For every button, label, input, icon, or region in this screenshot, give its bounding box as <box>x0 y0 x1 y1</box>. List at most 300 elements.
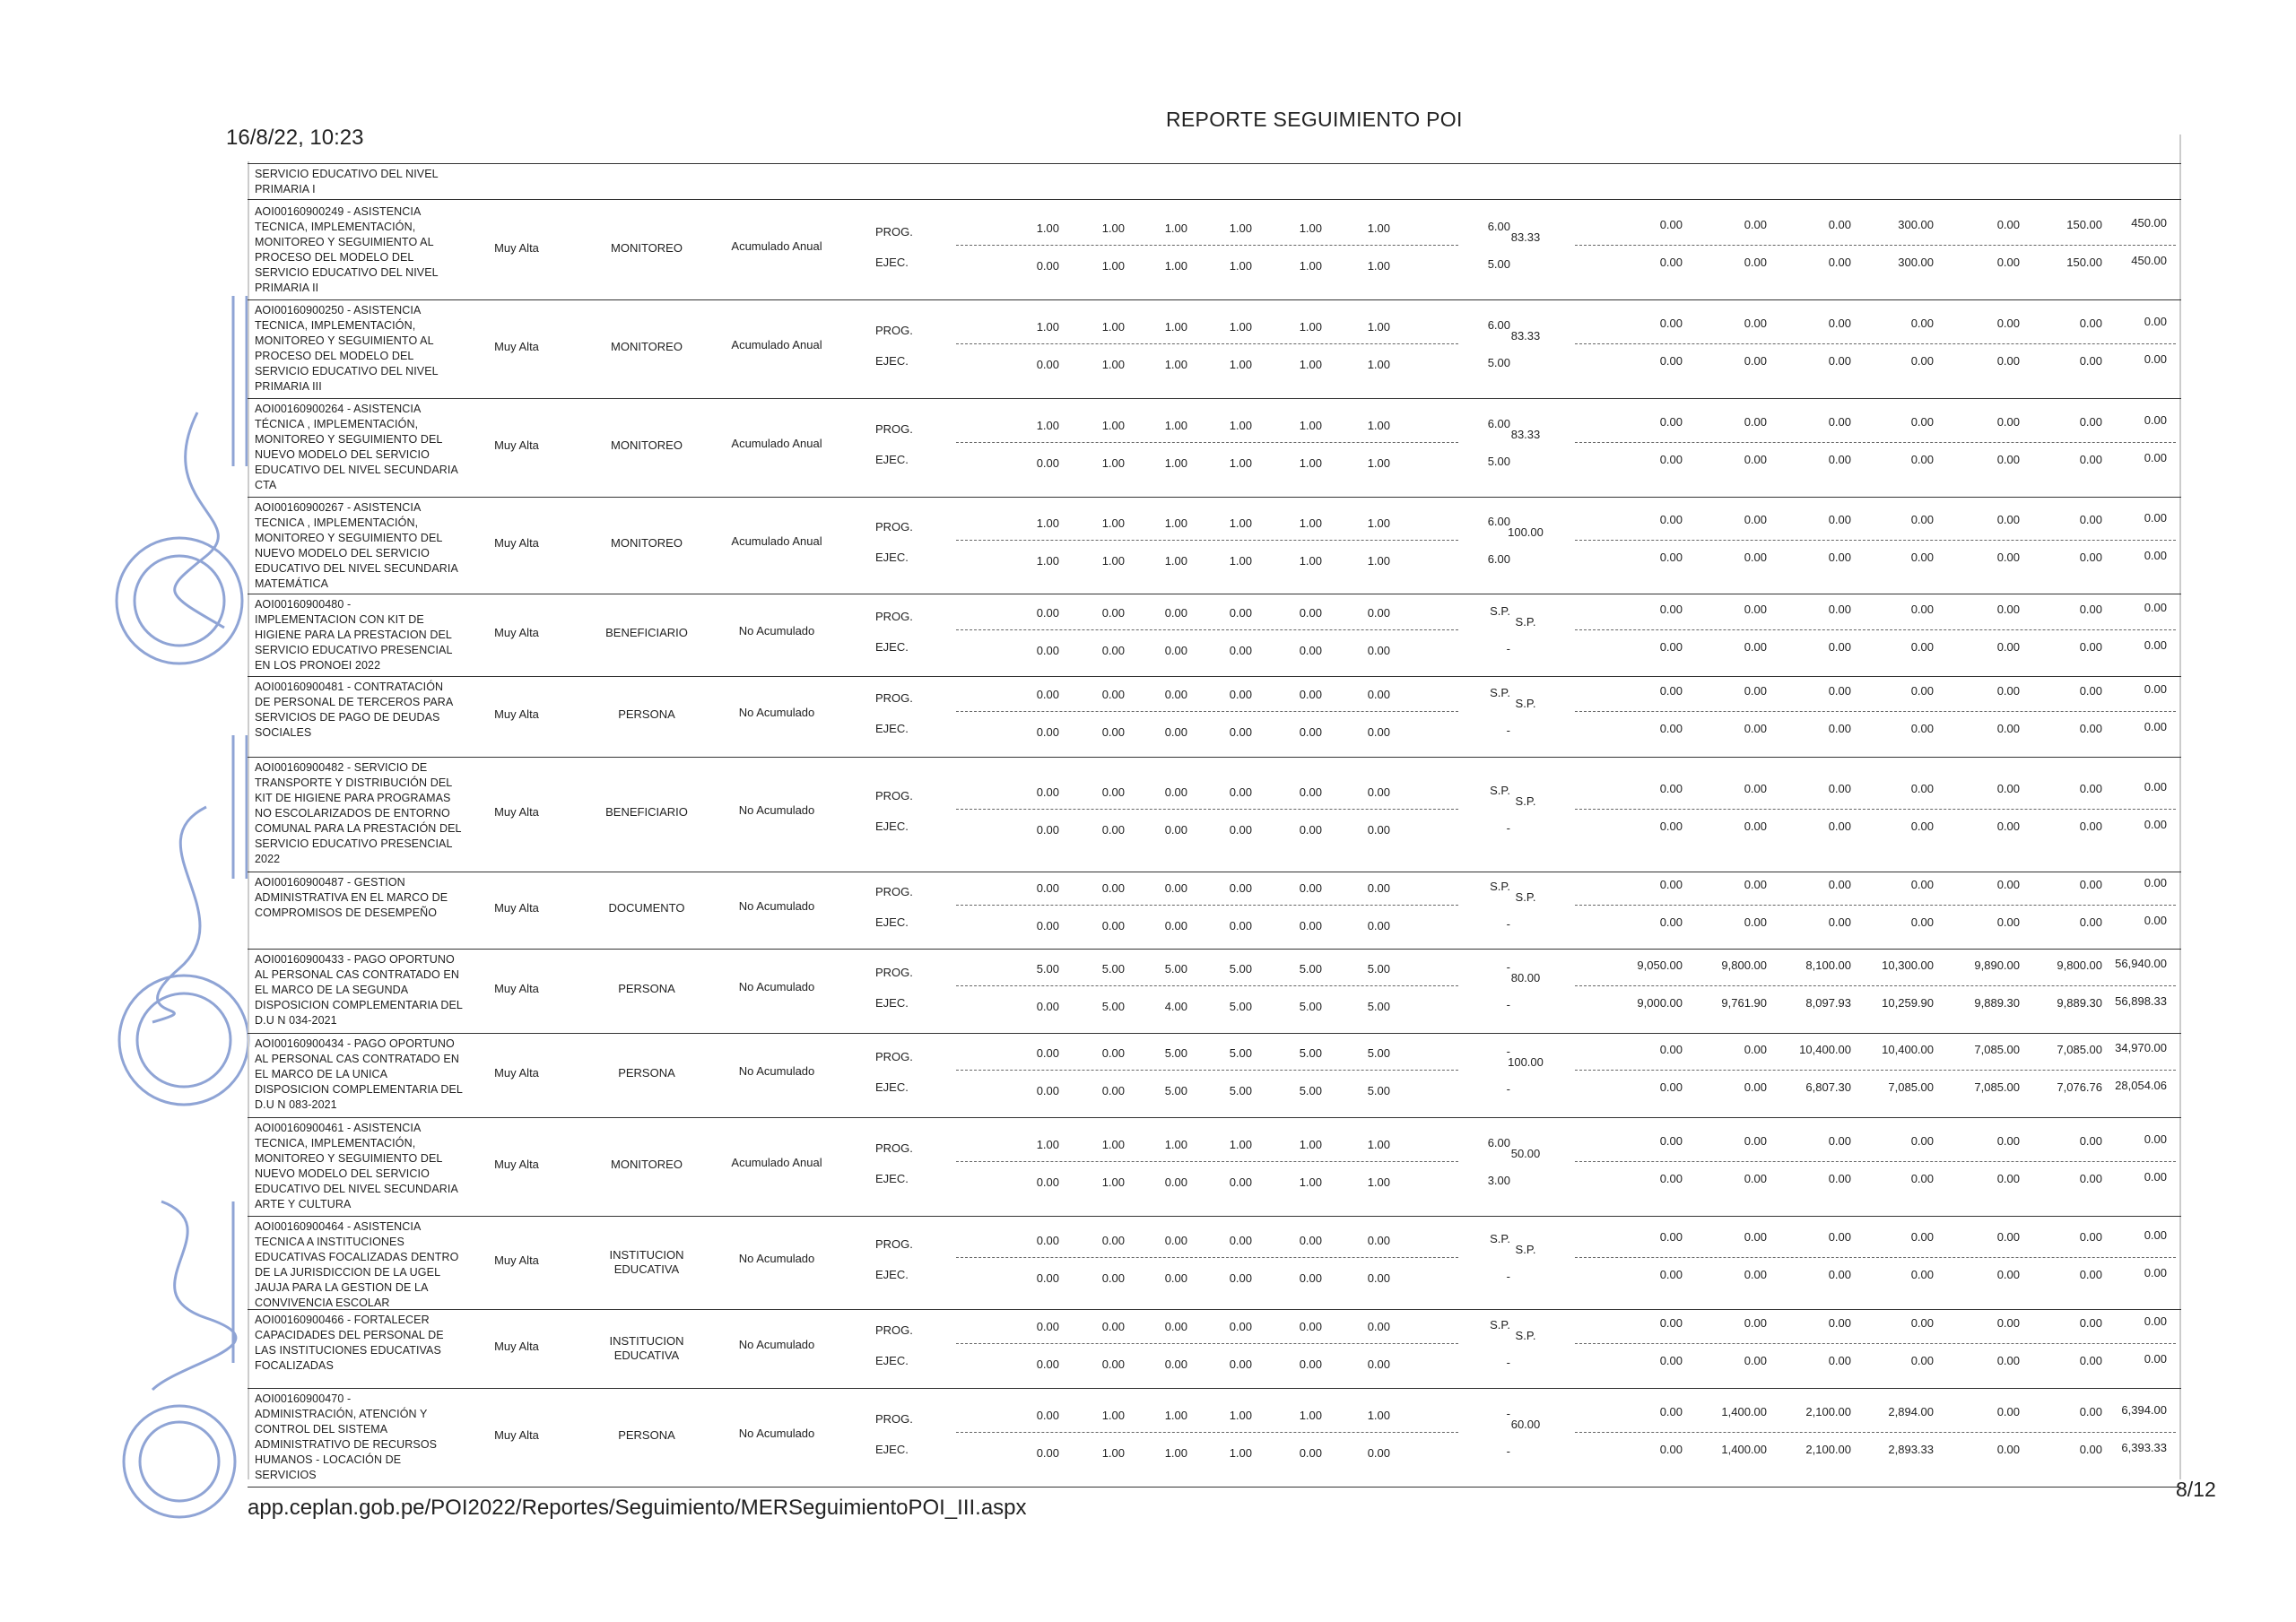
financial-prog-value: 1,400.00 <box>1721 1405 1767 1418</box>
accumulation-type-cell: Acumulado Anual <box>731 437 822 450</box>
prog-month-value: 1.00 <box>1229 1138 1252 1151</box>
prog-month-value: 0.00 <box>1367 688 1390 701</box>
financial-ejec-value: 0.00 <box>1659 551 1683 564</box>
ejec-month-value: 0.00 <box>1229 1271 1252 1285</box>
prog-ejec-divider <box>956 629 1458 630</box>
financial-ejec-value: 0.00 <box>1659 1080 1683 1094</box>
financial-ejec-value: 0.00 <box>1659 453 1683 466</box>
prog-month-value: 1.00 <box>1036 516 1059 530</box>
financial-ejec-value: 0.00 <box>1996 453 2020 466</box>
prog-month-value: 0.00 <box>1299 688 1322 701</box>
ejec-month-value: 0.00 <box>1164 919 1187 932</box>
financial-ejec-value: 7,076.76 <box>2057 1080 2102 1094</box>
financial-prog-value: 0.00 <box>1996 1230 2020 1244</box>
prog-month-value: 0.00 <box>1299 785 1322 799</box>
financial-ejec-value: 0.00 <box>1659 354 1683 368</box>
financial-prog-total: 0.00 <box>2144 315 2167 328</box>
prog-ejec-divider <box>1575 245 2176 246</box>
percent-execution: S.P. <box>1515 697 1536 710</box>
prog-month-value: 1.00 <box>1299 1409 1322 1422</box>
activity-description-line: MATEMÁTICA <box>255 577 329 590</box>
activity-description-line: AOI00160900487 - GESTION <box>255 876 405 889</box>
prog-month-value: 0.00 <box>1036 688 1059 701</box>
financial-prog-value: 150.00 <box>2066 218 2102 231</box>
ejec-month-value: 1.00 <box>1367 1175 1390 1189</box>
ejec-month-value: 0.00 <box>1164 644 1187 657</box>
ejec-label: EJEC. <box>875 453 909 466</box>
prog-month-value: 5.00 <box>1299 962 1322 976</box>
prog-month-value: 1.00 <box>1229 320 1252 334</box>
financial-prog-total: 34,970.00 <box>2115 1041 2167 1054</box>
financial-ejec-value: 0.00 <box>1910 1172 1934 1185</box>
prog-ejec-divider <box>1575 1432 2176 1433</box>
activity-description-line: EDUCATIVO DEL NIVEL SECUNDARIA <box>255 562 458 575</box>
activity-description-line: HUMANOS - LOCACIÓN DE <box>255 1453 402 1466</box>
financial-ejec-total: 0.00 <box>2144 914 2167 927</box>
percent-execution: 100.00 <box>1508 1055 1544 1069</box>
activity-description-line: SERVICIO EDUCATIVO PRESENCIAL <box>255 837 453 850</box>
activity-description-line: LAS INSTITUCIONES EDUCATIVAS <box>255 1344 441 1357</box>
prog-month-value: 0.00 <box>1036 1234 1059 1247</box>
financial-ejec-value: 0.00 <box>1744 1172 1767 1185</box>
financial-prog-value: 0.00 <box>2079 1316 2102 1330</box>
financial-ejec-value: 0.00 <box>1910 1268 1934 1281</box>
financial-prog-value: 0.00 <box>1910 684 1934 698</box>
financial-ejec-value: 0.00 <box>1996 256 2020 269</box>
ejec-label: EJEC. <box>875 1354 909 1367</box>
financial-ejec-value: 0.00 <box>1744 640 1767 654</box>
row-separator <box>248 1388 2181 1389</box>
prog-ejec-divider <box>1575 540 2176 541</box>
ejec-month-value: 0.00 <box>1229 725 1252 739</box>
financial-prog-value: 0.00 <box>1744 415 1767 429</box>
ejec-total-value: 5.00 <box>1487 455 1510 468</box>
financial-prog-value: 0.00 <box>1996 218 2020 231</box>
financial-prog-total: 0.00 <box>2144 1228 2167 1242</box>
financial-ejec-value: 0.00 <box>2079 551 2102 564</box>
ejec-month-value: 0.00 <box>1101 1084 1125 1097</box>
prog-month-value: 1.00 <box>1367 221 1390 235</box>
prog-month-value: 1.00 <box>1229 419 1252 432</box>
financial-prog-value: 0.00 <box>1659 1405 1683 1418</box>
activity-description-line: TÉCNICA , IMPLEMENTACIÓN, <box>255 418 419 430</box>
accumulation-type-cell: Acumulado Anual <box>731 534 822 548</box>
prog-month-value: 0.00 <box>1036 1409 1059 1422</box>
prog-month-value: 0.00 <box>1367 1320 1390 1333</box>
ejec-month-value: 0.00 <box>1229 644 1252 657</box>
ejec-month-value: 0.00 <box>1299 919 1322 932</box>
activity-description-line: AOI00160900434 - PAGO OPORTUNO <box>255 1037 455 1050</box>
ejec-month-value: 0.00 <box>1367 725 1390 739</box>
prog-label: PROG. <box>875 225 913 239</box>
prog-month-value: 1.00 <box>1367 1138 1390 1151</box>
prog-month-value: 0.00 <box>1101 1046 1125 1060</box>
financial-prog-value: 9,800.00 <box>2057 958 2102 972</box>
prog-month-value: 1.00 <box>1101 419 1125 432</box>
financial-prog-value: 0.00 <box>1659 1134 1683 1148</box>
financial-prog-total: 0.00 <box>2144 511 2167 525</box>
financial-ejec-total: 0.00 <box>2144 1170 2167 1184</box>
ejec-total-value: 5.00 <box>1487 257 1510 271</box>
priority-cell: Muy Alta <box>494 241 539 255</box>
ejec-month-value: 1.00 <box>1299 358 1322 371</box>
ejec-label: EJEC. <box>875 722 909 735</box>
prog-month-value: 1.00 <box>1229 221 1252 235</box>
prog-month-value: 0.00 <box>1101 688 1125 701</box>
ejec-label: EJEC. <box>875 354 909 368</box>
activity-description-line: MONITOREO Y SEGUIMIENTO DEL <box>255 433 443 446</box>
accumulation-type-cell: Acumulado Anual <box>731 338 822 351</box>
prog-label: PROG. <box>875 610 913 623</box>
ejec-month-value: 0.00 <box>1036 259 1059 273</box>
prog-month-value: 1.00 <box>1229 516 1252 530</box>
financial-prog-value: 0.00 <box>1744 218 1767 231</box>
activity-description-line: HIGIENE PARA LA PRESTACION DEL <box>255 629 452 641</box>
prog-month-value: 1.00 <box>1299 516 1322 530</box>
prog-month-value: 1.00 <box>1101 516 1125 530</box>
prog-month-value: 1.00 <box>1164 419 1187 432</box>
activity-description-line: MONITOREO Y SEGUIMIENTO AL <box>255 236 434 248</box>
financial-ejec-total: 6,393.33 <box>2121 1441 2167 1454</box>
ejec-month-value: 1.00 <box>1164 358 1187 371</box>
ejec-month-value: 1.00 <box>1367 456 1390 470</box>
ejec-month-value: 0.00 <box>1101 644 1125 657</box>
percent-execution: S.P. <box>1515 1329 1536 1342</box>
financial-ejec-value: 7,085.00 <box>1888 1080 1934 1094</box>
prog-month-value: 5.00 <box>1229 1046 1252 1060</box>
financial-prog-value: 0.00 <box>1996 1316 2020 1330</box>
ejec-month-value: 1.00 <box>1229 259 1252 273</box>
financial-ejec-value: 0.00 <box>1996 722 2020 735</box>
financial-ejec-value: 300.00 <box>1898 256 1934 269</box>
activity-description-line: PRIMARIA III <box>255 380 322 393</box>
financial-ejec-value: 0.00 <box>1744 256 1767 269</box>
ejec-month-value: 1.00 <box>1101 456 1125 470</box>
ejec-month-value: 0.00 <box>1164 1175 1187 1189</box>
financial-ejec-value: 0.00 <box>2079 453 2102 466</box>
page-number: 8/12 <box>2176 1478 2216 1501</box>
activity-description-line: FOCALIZADAS <box>255 1359 334 1372</box>
financial-prog-value: 0.00 <box>1996 513 2020 526</box>
prog-ejec-divider <box>1575 442 2176 443</box>
ejec-total-value: - <box>1506 917 1510 931</box>
prog-month-value: 5.00 <box>1299 1046 1322 1060</box>
financial-ejec-value: 0.00 <box>1744 722 1767 735</box>
financial-ejec-value: 0.00 <box>2079 820 2102 833</box>
activity-description-line: CTA <box>255 479 277 491</box>
financial-ejec-total: 0.00 <box>2144 720 2167 733</box>
activity-description-line: AOI00160900482 - SERVICIO DE <box>255 761 428 774</box>
prog-month-value: 1.00 <box>1164 221 1187 235</box>
financial-ejec-value: 0.00 <box>1910 722 1934 735</box>
prog-month-value: 5.00 <box>1367 1046 1390 1060</box>
financial-ejec-value: 0.00 <box>1910 915 1934 929</box>
financial-prog-value: 0.00 <box>1659 1230 1683 1244</box>
financial-ejec-total: 0.00 <box>2144 1266 2167 1279</box>
measure-unit-cell: PERSONA <box>618 982 675 995</box>
financial-ejec-value: 1,400.00 <box>1721 1443 1767 1456</box>
ejec-month-value: 1.00 <box>1164 554 1187 568</box>
ejec-month-value: 0.00 <box>1367 1357 1390 1371</box>
activity-description-line: PROCESO DEL MODELO DEL <box>255 350 414 362</box>
row-separator <box>248 497 2181 498</box>
prog-month-value: 1.00 <box>1229 1409 1252 1422</box>
priority-cell: Muy Alta <box>494 982 539 995</box>
accumulation-type-cell: No Acumulado <box>738 803 815 817</box>
ejec-month-value: 0.00 <box>1229 1357 1252 1371</box>
measure-unit-cell: BENEFICIARIO <box>605 805 688 819</box>
prog-label: PROG. <box>875 789 913 802</box>
ejec-month-value: 1.00 <box>1229 358 1252 371</box>
financial-prog-value: 0.00 <box>1659 603 1683 616</box>
ejec-total-value: - <box>1506 998 1510 1011</box>
table-right-border <box>2179 134 2181 1479</box>
financial-prog-value: 10,400.00 <box>1882 1043 1934 1056</box>
row-separator <box>248 949 2181 950</box>
financial-prog-value: 0.00 <box>1744 1316 1767 1330</box>
percent-execution: S.P. <box>1515 890 1536 904</box>
prog-month-value: 1.00 <box>1164 320 1187 334</box>
financial-ejec-value: 0.00 <box>2079 1172 2102 1185</box>
percent-execution: S.P. <box>1515 794 1536 808</box>
prog-month-value: 0.00 <box>1229 1320 1252 1333</box>
ejec-month-value: 0.00 <box>1036 1271 1059 1285</box>
ejec-total-value: - <box>1506 724 1510 737</box>
ejec-month-value: 0.00 <box>1036 823 1059 837</box>
financial-prog-value: 7,085.00 <box>2057 1043 2102 1056</box>
prog-ejec-divider <box>1575 343 2176 344</box>
financial-prog-value: 0.00 <box>1659 1316 1683 1330</box>
prog-month-value: 1.00 <box>1367 516 1390 530</box>
row-separator <box>248 398 2181 399</box>
prog-month-value: 0.00 <box>1164 606 1187 620</box>
prog-month-value: 0.00 <box>1036 785 1059 799</box>
financial-prog-value: 0.00 <box>1744 1134 1767 1148</box>
ejec-month-value: 1.00 <box>1164 259 1187 273</box>
priority-cell: Muy Alta <box>494 626 539 639</box>
financial-ejec-total: 0.00 <box>2144 549 2167 562</box>
financial-prog-value: 0.00 <box>1659 317 1683 330</box>
ejec-month-value: 0.00 <box>1299 1357 1322 1371</box>
activity-description-line: TECNICA, IMPLEMENTACIÓN, <box>255 319 416 332</box>
activity-description-line: AOI00160900461 - ASISTENCIA <box>255 1122 422 1134</box>
ejec-month-value: 0.00 <box>1036 725 1059 739</box>
financial-prog-value: 0.00 <box>2079 878 2102 891</box>
ejec-month-value: 0.00 <box>1164 823 1187 837</box>
ejec-total-value: - <box>1506 1356 1510 1369</box>
measure-unit-cell: INSTITUCION EDUCATIVA <box>609 1334 684 1362</box>
prog-month-value: 0.00 <box>1101 881 1125 895</box>
prog-label: PROG. <box>875 691 913 705</box>
percent-execution: S.P. <box>1515 615 1536 629</box>
ejec-month-value: 5.00 <box>1164 1084 1187 1097</box>
ejec-month-value: 0.00 <box>1036 1175 1059 1189</box>
activity-description-line: NUEVO MODELO DEL SERVICIO <box>255 1167 430 1180</box>
activity-description-line: IMPLEMENTACION CON KIT DE <box>255 613 424 626</box>
financial-prog-value: 0.00 <box>1828 603 1851 616</box>
ejec-month-value: 0.00 <box>1367 644 1390 657</box>
financial-ejec-value: 9,889.30 <box>2057 996 2102 1010</box>
financial-ejec-total: 0.00 <box>2144 818 2167 831</box>
financial-ejec-value: 0.00 <box>1659 915 1683 929</box>
financial-prog-value: 0.00 <box>2079 1230 2102 1244</box>
accumulation-type-cell: No Acumulado <box>738 980 815 993</box>
financial-prog-value: 0.00 <box>1659 782 1683 795</box>
activity-description-line: TECNICA A INSTITUCIONES <box>255 1236 404 1248</box>
activity-description-line: DISPOSICION COMPLEMENTARIA DEL <box>255 999 463 1011</box>
prog-month-value: 0.00 <box>1101 1234 1125 1247</box>
financial-ejec-total: 56,898.33 <box>2115 994 2167 1008</box>
financial-prog-value: 0.00 <box>1828 878 1851 891</box>
activity-description-line: ARTE Y CULTURA <box>255 1198 352 1210</box>
financial-prog-value: 0.00 <box>1910 513 1934 526</box>
financial-ejec-value: 9,889.30 <box>1974 996 2020 1010</box>
financial-ejec-total: 0.00 <box>2144 352 2167 366</box>
prog-month-value: 0.00 <box>1229 688 1252 701</box>
financial-ejec-value: 0.00 <box>1828 820 1851 833</box>
prog-label: PROG. <box>875 1237 913 1251</box>
financial-prog-value: 0.00 <box>1659 684 1683 698</box>
table-left-border <box>248 161 249 1479</box>
ejec-total-value: - <box>1506 1082 1510 1096</box>
activity-description-line: ADMINISTRATIVO DE RECURSOS <box>255 1438 438 1451</box>
ejec-month-value: 1.00 <box>1101 554 1125 568</box>
prog-month-value: 5.00 <box>1229 962 1252 976</box>
financial-prog-value: 0.00 <box>1659 513 1683 526</box>
continued-description-line: PRIMARIA I <box>255 183 316 195</box>
ejec-month-value: 0.00 <box>1164 725 1187 739</box>
accumulation-type-cell: No Acumulado <box>738 1338 815 1351</box>
financial-prog-value: 0.00 <box>2079 603 2102 616</box>
prog-total-value: S.P. <box>1490 880 1510 893</box>
accumulation-type-cell: Acumulado Anual <box>731 1156 822 1169</box>
ejec-month-value: 0.00 <box>1299 644 1322 657</box>
financial-ejec-value: 0.00 <box>1828 722 1851 735</box>
financial-prog-value: 0.00 <box>1659 1043 1683 1056</box>
measure-unit-cell: BENEFICIARIO <box>605 626 688 639</box>
prog-month-value: 0.00 <box>1036 881 1059 895</box>
activity-description-line: SERVICIOS <box>255 1469 317 1481</box>
financial-prog-total: 0.00 <box>2144 601 2167 614</box>
ejec-month-value: 0.00 <box>1299 823 1322 837</box>
prog-ejec-divider <box>956 343 1458 344</box>
prog-label: PROG. <box>875 1141 913 1155</box>
ejec-month-value: 1.00 <box>1367 259 1390 273</box>
prog-month-value: 0.00 <box>1367 1234 1390 1247</box>
financial-ejec-value: 0.00 <box>1910 354 1934 368</box>
prog-total-value: 6.00 <box>1487 318 1510 332</box>
activity-description-line: EDUCATIVO DEL NIVEL SECUNDARIA <box>255 1183 458 1195</box>
ejec-month-value: 1.00 <box>1229 554 1252 568</box>
prog-month-value: 0.00 <box>1299 1320 1322 1333</box>
financial-prog-value: 0.00 <box>1910 415 1934 429</box>
priority-cell: Muy Alta <box>494 340 539 353</box>
financial-prog-value: 0.00 <box>1910 1230 1934 1244</box>
prog-month-value: 0.00 <box>1229 1234 1252 1247</box>
ejec-month-value: 0.00 <box>1229 1175 1252 1189</box>
ejec-month-value: 0.00 <box>1101 1357 1125 1371</box>
financial-prog-value: 0.00 <box>1996 684 2020 698</box>
activity-description-line: TECNICA , IMPLEMENTACIÓN, <box>255 516 419 529</box>
financial-ejec-value: 0.00 <box>1828 640 1851 654</box>
activity-description-line: D.U N 034-2021 <box>255 1014 337 1027</box>
financial-ejec-value: 0.00 <box>1659 256 1683 269</box>
priority-cell: Muy Alta <box>494 1340 539 1353</box>
financial-ejec-value: 0.00 <box>1910 820 1934 833</box>
financial-ejec-value: 0.00 <box>1910 640 1934 654</box>
financial-ejec-value: 0.00 <box>1996 1268 2020 1281</box>
prog-month-value: 1.00 <box>1299 221 1322 235</box>
activity-description-line: AOI00160900464 - ASISTENCIA <box>255 1220 422 1233</box>
ejec-month-value: 0.00 <box>1101 1271 1125 1285</box>
activity-description-line: EDUCATIVO DEL NIVEL SECUNDARIA <box>255 464 458 476</box>
ejec-month-value: 1.00 <box>1299 456 1322 470</box>
ejec-month-value: 1.00 <box>1164 1446 1187 1460</box>
ejec-total-value: - <box>1506 1270 1510 1283</box>
financial-ejec-value: 8,097.93 <box>1805 996 1851 1010</box>
activity-description-line: EL MARCO DE LA UNICA <box>255 1068 388 1080</box>
prog-month-value: 1.00 <box>1101 1409 1125 1422</box>
ejec-month-value: 1.00 <box>1164 456 1187 470</box>
financial-ejec-value: 0.00 <box>1828 1268 1851 1281</box>
percent-execution: S.P. <box>1515 1243 1536 1256</box>
ejec-label: EJEC. <box>875 1172 909 1185</box>
ejec-month-value: 1.00 <box>1101 1446 1125 1460</box>
ejec-month-value: 0.00 <box>1036 919 1059 932</box>
financial-prog-value: 9,890.00 <box>1974 958 2020 972</box>
ejec-month-value: 5.00 <box>1229 1000 1252 1013</box>
financial-prog-value: 0.00 <box>1828 1230 1851 1244</box>
activity-description-line: CAPACIDADES DEL PERSONAL DE <box>255 1329 444 1341</box>
activity-description-line: JAUJA PARA LA GESTION DE LA <box>255 1281 429 1294</box>
measure-unit-cell: PERSONA <box>618 1066 675 1080</box>
financial-prog-value: 8,100.00 <box>1805 958 1851 972</box>
prog-ejec-divider <box>956 905 1458 906</box>
prog-month-value: 5.00 <box>1036 962 1059 976</box>
ejec-label: EJEC. <box>875 1268 909 1281</box>
financial-prog-value: 0.00 <box>1828 782 1851 795</box>
activity-description-line: SOCIALES <box>255 726 312 739</box>
financial-ejec-total: 0.00 <box>2144 1352 2167 1366</box>
activity-description-line: AOI00160900481 - CONTRATACIÓN <box>255 681 444 693</box>
activity-description-line: TECNICA, IMPLEMENTACIÓN, <box>255 221 416 233</box>
prog-month-value: 0.00 <box>1036 1320 1059 1333</box>
financial-ejec-value: 0.00 <box>1744 453 1767 466</box>
priority-cell: Muy Alta <box>494 1253 539 1267</box>
prog-total-value: - <box>1506 1407 1510 1420</box>
financial-ejec-value: 0.00 <box>1744 1080 1767 1094</box>
prog-ejec-divider <box>956 442 1458 443</box>
prog-month-value: 1.00 <box>1299 320 1322 334</box>
financial-ejec-value: 0.00 <box>1659 820 1683 833</box>
financial-ejec-value: 0.00 <box>2079 722 2102 735</box>
financial-ejec-total: 0.00 <box>2144 638 2167 652</box>
activity-description-line: DE PERSONAL DE TERCEROS PARA <box>255 696 454 708</box>
financial-prog-value: 0.00 <box>1828 317 1851 330</box>
prog-total-value: S.P. <box>1490 1232 1510 1245</box>
financial-prog-value: 0.00 <box>1828 684 1851 698</box>
ejec-month-value: 5.00 <box>1367 1084 1390 1097</box>
activity-description-line: AOI00160900470 - <box>255 1392 352 1405</box>
ejec-month-value: 0.00 <box>1101 823 1125 837</box>
ejec-month-value: 5.00 <box>1299 1000 1322 1013</box>
ejec-month-value: 4.00 <box>1164 1000 1187 1013</box>
financial-prog-value: 0.00 <box>1828 1316 1851 1330</box>
ejec-month-value: 0.00 <box>1299 1271 1322 1285</box>
prog-month-value: 0.00 <box>1367 785 1390 799</box>
activity-description-line: DE LA JURISDICCION DE LA UGEL <box>255 1266 441 1279</box>
prog-month-value: 0.00 <box>1101 606 1125 620</box>
